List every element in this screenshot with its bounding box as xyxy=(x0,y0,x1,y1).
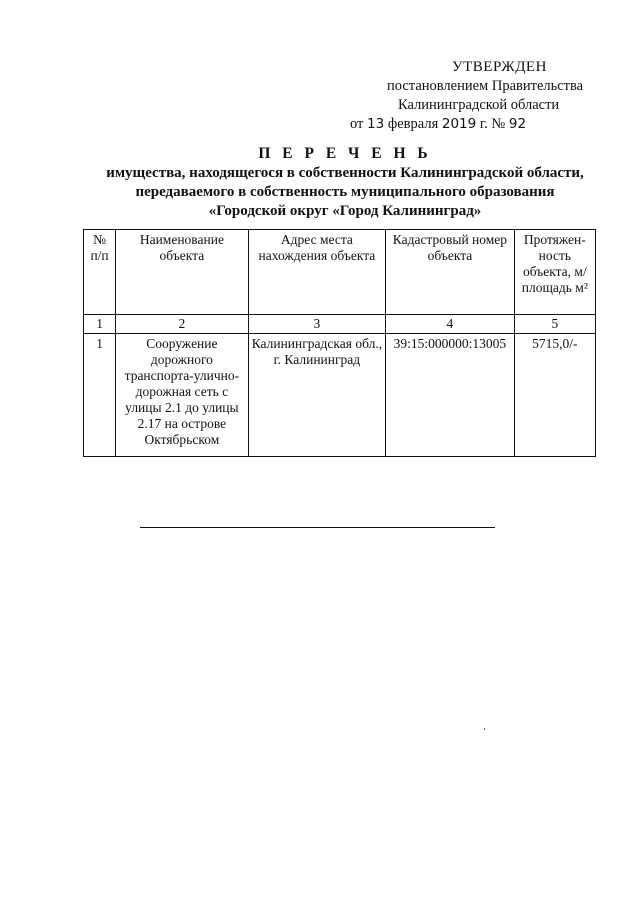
date-year: 2019 xyxy=(441,116,477,132)
doc-number: 92 xyxy=(508,116,527,132)
table-row xyxy=(84,334,596,457)
approval-line-region: Калининградской области xyxy=(398,97,560,113)
row-address: Калининградская обл., г. Калининград xyxy=(248,334,386,457)
document-title: П Е Р Е Ч Е Н Ь xyxy=(258,145,432,162)
document-heading xyxy=(60,144,630,221)
date-day: 13 xyxy=(367,116,385,132)
table-header-row xyxy=(84,230,596,315)
date-prefix: от xyxy=(350,116,364,132)
row-number: 1 xyxy=(84,334,116,457)
approval-block xyxy=(340,58,600,134)
header-cell-size: Протяжен-ность объекта, м/ площадь м² xyxy=(514,230,595,315)
property-table xyxy=(83,229,596,457)
approval-date-line xyxy=(340,115,600,134)
header-cell-address: Адрес места нахождения объекта xyxy=(248,230,386,315)
column-number-cell: 5 xyxy=(514,315,595,334)
header-cell-number: № п/п xyxy=(84,230,116,315)
date-suffix: г. № xyxy=(479,116,506,132)
row-cadastral-number: 39:15:000000:13005 xyxy=(386,334,515,457)
header-cell-cadastral: Кадастровый номер объекта xyxy=(386,230,515,315)
heading-line-1: имущества, находящегося в собственности Калининградской области, xyxy=(106,165,584,181)
heading-line-3: «Городской округ «Город Калининград» xyxy=(208,203,482,219)
scan-speck xyxy=(484,728,485,730)
column-number-cell: 2 xyxy=(116,315,249,334)
column-number-row xyxy=(84,315,596,334)
approval-line-resolution: постановлением Правительства xyxy=(387,78,584,94)
approval-title: УТВЕРЖДЕН xyxy=(452,59,547,75)
closing-rule xyxy=(140,527,495,528)
column-number-cell: 3 xyxy=(248,315,386,334)
date-month: февраля xyxy=(387,116,439,132)
row-size: 5715,0/- xyxy=(514,334,595,457)
column-number-cell: 1 xyxy=(84,315,116,334)
header-cell-name: Наименование объекта xyxy=(116,230,249,315)
column-number-cell: 4 xyxy=(386,315,515,334)
heading-line-2: передаваемого в собственность муниципального образования xyxy=(135,184,555,200)
row-object-name: Сооружение дорожного транспорта-улично-дорожная сеть с улицы 2.1 до улицы 2.17 на острове Октябрьском xyxy=(116,334,249,457)
